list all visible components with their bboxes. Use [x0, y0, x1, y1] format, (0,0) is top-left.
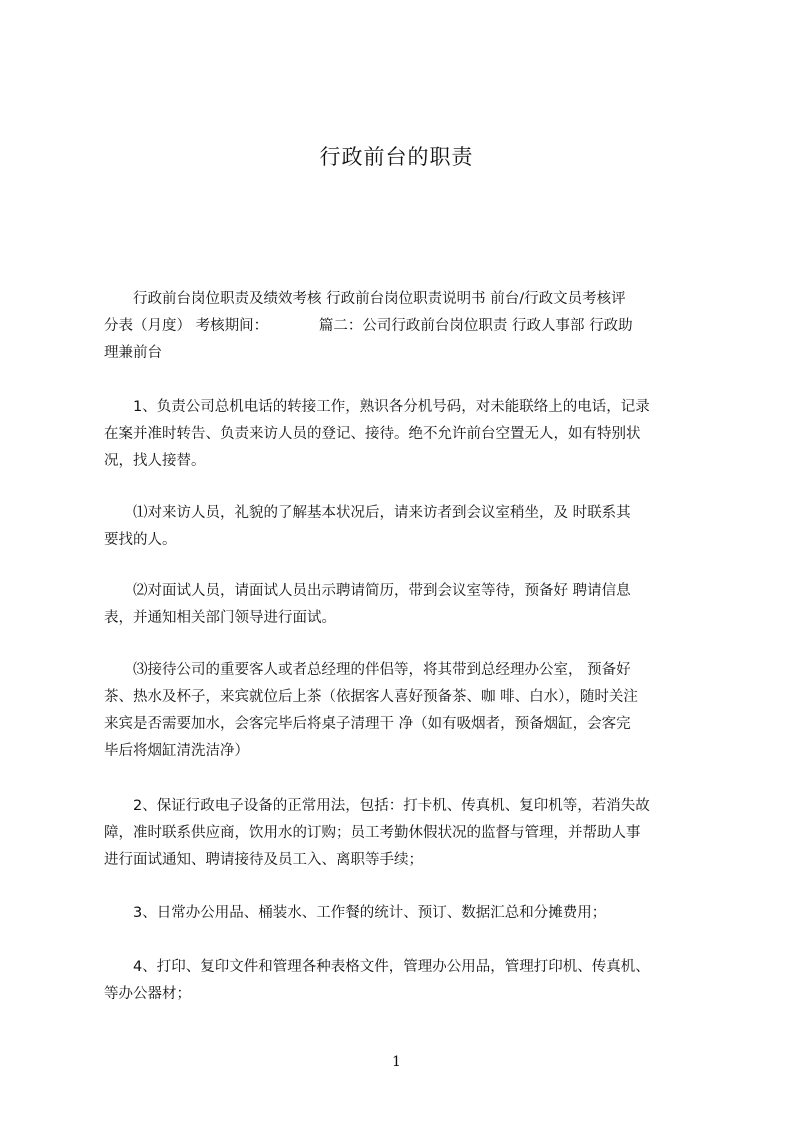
text-line: 障，准时联系供应商，饮用水的订购；员工考勤休假状况的监督与管理，并帮助人事 [104, 825, 641, 841]
text-line: 进行面试通知、聘请接待及员工入、离职等手续； [104, 852, 423, 868]
page-number: 1 [392, 1054, 401, 1070]
text-line: 来宾是否需要加水，会客完毕后将桌子清理干 净（如有吸烟者，预备烟缸，会客完 [104, 716, 631, 732]
text-line: 3、日常办公用品、桶装水、工作餐的统计、预订、数据汇总和分摊费用； [104, 905, 607, 921]
paragraph-item-1-1 [104, 500, 696, 554]
paragraph-item-4 [104, 954, 696, 1008]
paragraph-item-1-2 [104, 578, 696, 632]
text-line: 茶、热水及杯子，来宾就位后上茶（依据客人喜好预备茶、咖 啡、白水），随时关注 [104, 689, 638, 705]
text-line: 况，找人接替。 [104, 453, 206, 469]
text-line: 在案并准时转告、负责来访人员的登记、接待。绝不允许前台空置无人，如有特别状 [104, 426, 641, 442]
text-line: ⑵对面试人员，请面试人员出示聘请简历，带到会议室等待，预备好 聘请信息 [104, 583, 631, 599]
paragraph-item-1-3 [104, 657, 696, 765]
text-line: 毕后将烟缸清洗洁净） [104, 743, 249, 759]
text-line: 行政前台岗位职责及绩效考核 行政前台岗位职责说明书 前台/行政文员考核评 [104, 291, 626, 307]
paragraph-item-2 [104, 793, 696, 874]
text-line: 4、打印、复印文件和管理各种表格文件，管理办公用品，管理打印机、传真机、 [104, 959, 650, 975]
text-line: 2、保证行政电子设备的正常用法，包括：打卡机、传真机、复印机等，若消失故 [104, 798, 650, 814]
text-line: ⑶接待公司的重要客人或者总经理的伴侣等，将其带到总经理办公室， 预备好 [104, 662, 631, 678]
text-line: 要找的人。 [104, 532, 177, 548]
text-line: ⑴对来访人员，礼貌的了解基本状况后，请来访者到会议室稍坐，及 时联系其 [104, 505, 631, 521]
text-line: 1、负责公司总机电话的转接工作，熟识各分机号码，对未能联络上的电话，记录 [104, 399, 650, 415]
page-title: 行政前台的职责 [319, 145, 474, 169]
text-line: 等办公器材； [104, 986, 191, 1002]
paragraph-item-1 [104, 394, 696, 475]
text-line: 表，并通知相关部门领导进行面试。 [104, 610, 336, 626]
paragraph-item-3 [104, 900, 696, 927]
text-line: 理兼前台 [104, 345, 162, 361]
paragraph-intro [104, 286, 696, 367]
text-line: 分表（月度） 考核期间： 篇二：公司行政前台岗位职责 行政人事部 行政助 [104, 318, 633, 334]
